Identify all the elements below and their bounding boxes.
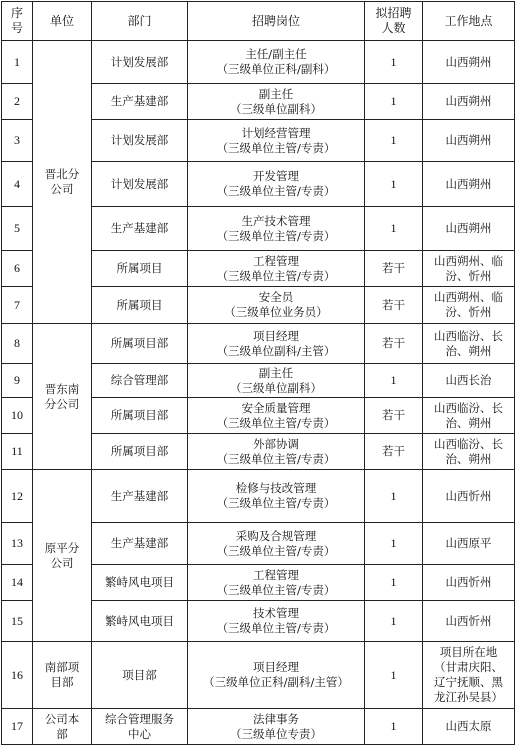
header-dept: 部门 bbox=[92, 2, 188, 41]
cell-count: 1 bbox=[365, 470, 423, 523]
header-location: 工作地点 bbox=[423, 2, 515, 41]
cell-post: 项目经理 （三级单位副科/主管） bbox=[188, 324, 365, 364]
cell-count: 若干 bbox=[365, 398, 423, 434]
cell-seq: 11 bbox=[2, 434, 33, 470]
cell-dept: 所属项目 bbox=[92, 287, 188, 324]
cell-seq: 12 bbox=[2, 470, 33, 523]
cell-count: 若干 bbox=[365, 324, 423, 364]
cell-location: 山西临汾、长 治、朔州 bbox=[423, 324, 515, 364]
cell-dept: 所属项目 bbox=[92, 251, 188, 287]
cell-post: 副主任 （三级单位副科） bbox=[188, 84, 365, 120]
cell-location: 山西朔州 bbox=[423, 41, 515, 84]
header-count: 拟招聘 人数 bbox=[365, 2, 423, 41]
cell-count: 1 bbox=[365, 162, 423, 207]
cell-seq: 10 bbox=[2, 398, 33, 434]
cell-post: 主任/副主任 （三级单位正科/副科） bbox=[188, 41, 365, 84]
cell-post: 技术管理 （三级单位主管/专责） bbox=[188, 601, 365, 642]
cell-seq: 17 bbox=[2, 709, 33, 745]
cell-location: 山西忻州 bbox=[423, 565, 515, 601]
cell-dept: 生产基建部 bbox=[92, 207, 188, 251]
cell-location: 山西朔州、临 汾、忻州 bbox=[423, 287, 515, 324]
cell-count: 1 bbox=[365, 642, 423, 709]
cell-seq: 4 bbox=[2, 162, 33, 207]
cell-dept: 繁峙风电项目 bbox=[92, 565, 188, 601]
cell-location: 项目所在地 （甘肃庆阳、 辽宁抚顺、黑 龙江孙吴县） bbox=[423, 642, 515, 709]
cell-dept: 生产基建部 bbox=[92, 470, 188, 523]
cell-dept: 所属项目部 bbox=[92, 434, 188, 470]
cell-count: 1 bbox=[365, 120, 423, 162]
header-unit: 单位 bbox=[33, 2, 92, 41]
cell-dept: 所属项目部 bbox=[92, 324, 188, 364]
cell-dept: 所属项目部 bbox=[92, 398, 188, 434]
cell-count: 1 bbox=[365, 709, 423, 745]
cell-count: 若干 bbox=[365, 251, 423, 287]
cell-location: 山西朔州 bbox=[423, 162, 515, 207]
cell-seq: 14 bbox=[2, 565, 33, 601]
cell-dept: 生产基建部 bbox=[92, 523, 188, 565]
cell-location: 山西临汾、长 治、朔州 bbox=[423, 398, 515, 434]
cell-location: 山西忻州 bbox=[423, 470, 515, 523]
cell-location: 山西忻州 bbox=[423, 601, 515, 642]
cell-dept: 项目部 bbox=[92, 642, 188, 709]
cell-post: 副主任 （三级单位副科） bbox=[188, 364, 365, 398]
table-row bbox=[2, 41, 515, 84]
cell-unit: 晋北分 公司 bbox=[33, 41, 92, 324]
table-row bbox=[2, 709, 515, 745]
cell-location: 山西临汾、长 治、朔州 bbox=[423, 434, 515, 470]
header-row bbox=[2, 2, 515, 41]
cell-dept: 计划发展部 bbox=[92, 120, 188, 162]
cell-seq: 16 bbox=[2, 642, 33, 709]
cell-count: 若干 bbox=[365, 434, 423, 470]
cell-unit: 公司本 部 bbox=[33, 709, 92, 745]
cell-unit: 晋东南 分公司 bbox=[33, 324, 92, 470]
cell-post: 法律事务 （三级单位专责） bbox=[188, 709, 365, 745]
cell-dept: 计划发展部 bbox=[92, 162, 188, 207]
cell-seq: 6 bbox=[2, 251, 33, 287]
cell-dept: 繁峙风电项目 bbox=[92, 601, 188, 642]
cell-location: 山西长治 bbox=[423, 364, 515, 398]
header-seq: 序 号 bbox=[2, 2, 33, 41]
cell-dept: 计划发展部 bbox=[92, 41, 188, 84]
cell-dept: 生产基建部 bbox=[92, 84, 188, 120]
cell-location: 山西原平 bbox=[423, 523, 515, 565]
cell-location: 山西朔州 bbox=[423, 207, 515, 251]
cell-seq: 7 bbox=[2, 287, 33, 324]
cell-post: 开发管理 （三级单位主管/专责） bbox=[188, 162, 365, 207]
cell-count: 1 bbox=[365, 84, 423, 120]
cell-post: 安全质量管理 （三级单位主管/专责） bbox=[188, 398, 365, 434]
cell-post: 检修与技改管理 （三级单位主管/专责） bbox=[188, 470, 365, 523]
cell-count: 1 bbox=[365, 565, 423, 601]
cell-count: 1 bbox=[365, 523, 423, 565]
cell-seq: 8 bbox=[2, 324, 33, 364]
cell-post: 外部协调 （三级单位主管/专责） bbox=[188, 434, 365, 470]
cell-location: 山西朔州 bbox=[423, 120, 515, 162]
cell-count: 若干 bbox=[365, 287, 423, 324]
cell-count: 1 bbox=[365, 601, 423, 642]
cell-location: 山西太原 bbox=[423, 709, 515, 745]
cell-seq: 15 bbox=[2, 601, 33, 642]
cell-seq: 1 bbox=[2, 41, 33, 84]
cell-location: 山西朔州、临 汾、忻州 bbox=[423, 251, 515, 287]
cell-count: 1 bbox=[365, 207, 423, 251]
cell-count: 1 bbox=[365, 41, 423, 84]
cell-post: 项目经理 （三级单位正科/副科/主管） bbox=[188, 642, 365, 709]
cell-unit: 原平分 公司 bbox=[33, 470, 92, 642]
cell-seq: 5 bbox=[2, 207, 33, 251]
cell-post: 计划经营管理 （三级单位主管/专责） bbox=[188, 120, 365, 162]
cell-unit: 南部项 目部 bbox=[33, 642, 92, 709]
cell-seq: 2 bbox=[2, 84, 33, 120]
cell-dept: 综合管理服务 中心 bbox=[92, 709, 188, 745]
cell-location: 山西朔州 bbox=[423, 84, 515, 120]
table-row bbox=[2, 324, 515, 364]
table-row bbox=[2, 470, 515, 523]
cell-seq: 9 bbox=[2, 364, 33, 398]
cell-post: 安全员 （三级单位业务员） bbox=[188, 287, 365, 324]
cell-post: 工程管理 （三级单位主管/专责） bbox=[188, 251, 365, 287]
header-post: 招聘岗位 bbox=[188, 2, 365, 41]
cell-count: 1 bbox=[365, 364, 423, 398]
cell-post: 采购及合规管理 （三级单位主管/专责） bbox=[188, 523, 365, 565]
table-row bbox=[2, 642, 515, 709]
cell-dept: 综合管理部 bbox=[92, 364, 188, 398]
cell-seq: 13 bbox=[2, 523, 33, 565]
cell-post: 生产技术管理 （三级单位主管/专责） bbox=[188, 207, 365, 251]
recruitment-table bbox=[1, 1, 515, 745]
cell-post: 工程管理 （三级单位主管/专责） bbox=[188, 565, 365, 601]
cell-seq: 3 bbox=[2, 120, 33, 162]
